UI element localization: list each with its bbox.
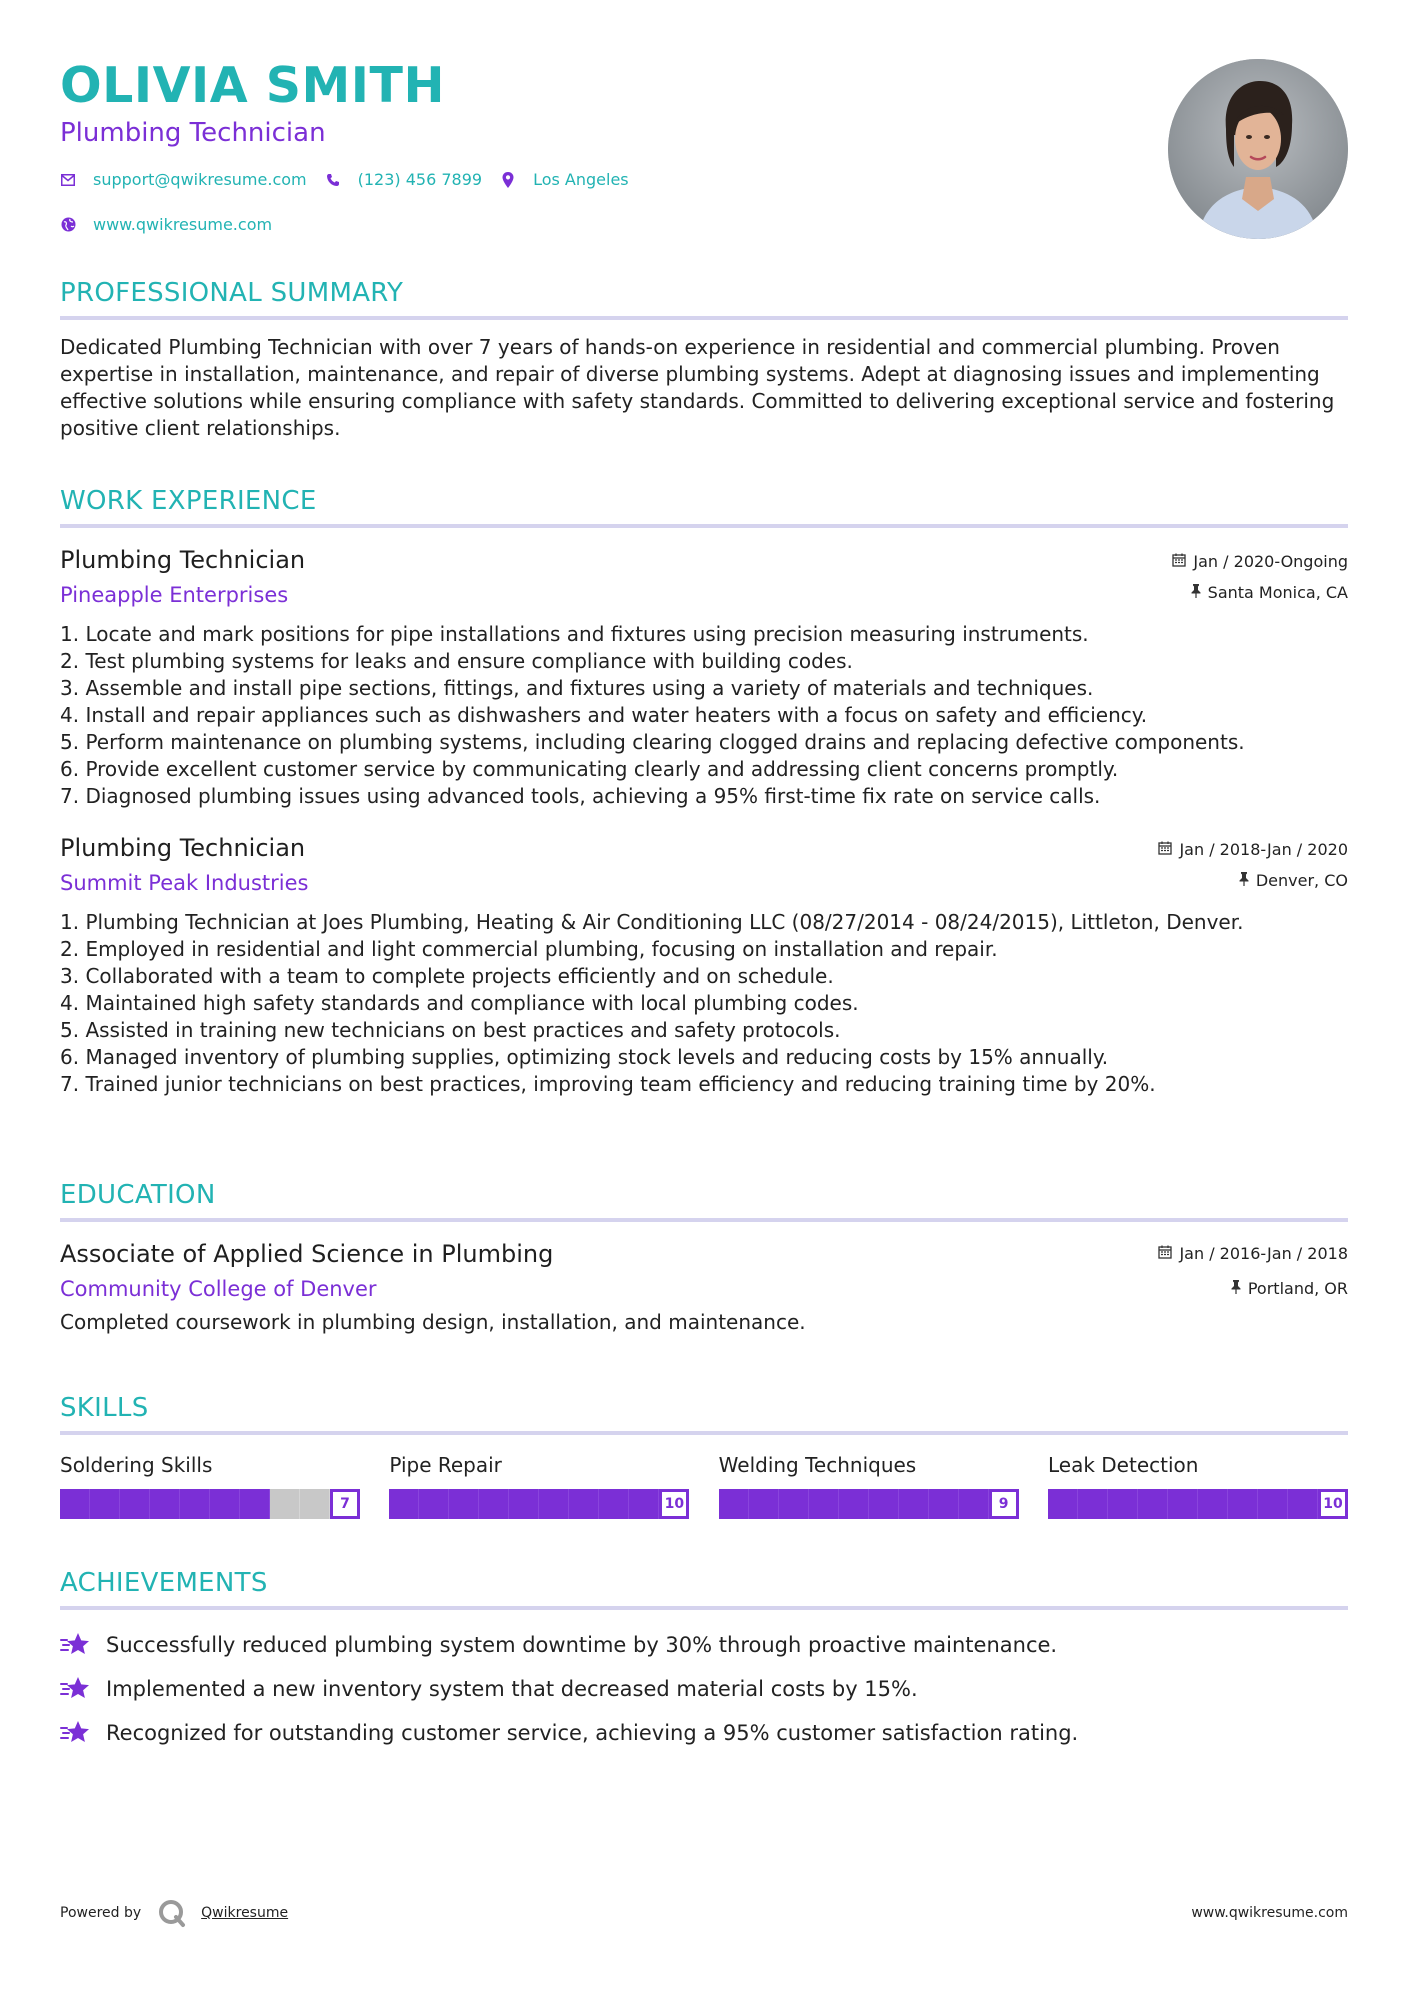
job-company: Summit Peak Industries bbox=[60, 871, 309, 895]
skill-segment-filled bbox=[599, 1489, 629, 1519]
skill-bar bbox=[389, 1489, 689, 1519]
skill-segment-filled bbox=[1168, 1489, 1198, 1519]
achievement-text: Successfully reduced plumbing system downtime by 30% through proactive maintenance. bbox=[106, 1633, 1058, 1657]
skill-segment-filled bbox=[210, 1489, 240, 1519]
summary-section bbox=[60, 278, 1348, 442]
contact-email[interactable] bbox=[60, 170, 307, 189]
skill-segment-filled bbox=[1198, 1489, 1228, 1519]
job-location-text: Denver, CO bbox=[1255, 871, 1348, 890]
skill-segment-filled bbox=[1108, 1489, 1138, 1519]
candidate-name: OLIVIA SMITH bbox=[60, 57, 445, 114]
skill-segment-filled bbox=[1138, 1489, 1168, 1519]
location-text: Los Angeles bbox=[533, 170, 629, 190]
skill-segment-filled bbox=[749, 1489, 779, 1519]
education-entry bbox=[60, 1240, 1348, 1336]
job-bullet: 2. Employed in residential and light commercial plumbing, focusing on installation and repair. bbox=[60, 937, 998, 961]
skill-level: 10 bbox=[1318, 1489, 1348, 1519]
contact-website[interactable] bbox=[60, 215, 272, 234]
skill-level: 9 bbox=[989, 1489, 1019, 1519]
skill-segment-filled bbox=[240, 1489, 270, 1519]
calendar-icon bbox=[1172, 553, 1186, 571]
skill-segment-filled bbox=[899, 1489, 929, 1519]
education-heading: EDUCATION bbox=[60, 1180, 1348, 1222]
job-title: Plumbing Technician bbox=[60, 546, 306, 574]
job-bullet: 7. Trained junior technicians on best practices, improving team efficiency and reducing training time by 20%. bbox=[60, 1072, 1156, 1096]
powered-by-label: Powered by bbox=[60, 1905, 142, 1921]
skill-segment-filled bbox=[1078, 1489, 1108, 1519]
education-description: Completed coursework in plumbing design, installation, and maintenance. bbox=[60, 1310, 806, 1334]
skill-bar bbox=[719, 1489, 1019, 1519]
job-meta bbox=[1172, 546, 1348, 602]
job-bullet: 4. Install and repair appliances such as dishwashers and water heaters with a focus on safety and efficiency. bbox=[60, 703, 1148, 727]
skill-segment-filled bbox=[389, 1489, 419, 1519]
education-location-text: Portland, OR bbox=[1247, 1279, 1348, 1298]
brand-link[interactable]: Qwikresume bbox=[201, 1905, 289, 1921]
degree-title: Associate of Applied Science in Plumbing bbox=[60, 1240, 554, 1268]
job-location bbox=[1158, 871, 1348, 890]
map-pin-icon bbox=[500, 172, 516, 188]
phone-text: (123) 456 7899 bbox=[357, 170, 483, 190]
job-entry bbox=[60, 546, 1348, 810]
achievement-text: Recognized for outstanding customer service, achieving a 95% customer satisfaction rating. bbox=[106, 1721, 1079, 1745]
skills-section bbox=[60, 1393, 1348, 1519]
experience-heading: WORK EXPERIENCE bbox=[60, 486, 1348, 528]
skill-segment-filled bbox=[839, 1489, 869, 1519]
skill-bar bbox=[60, 1489, 360, 1519]
job-header bbox=[60, 546, 1348, 607]
skill-segment-filled bbox=[869, 1489, 899, 1519]
skill-segment-filled bbox=[719, 1489, 749, 1519]
skill-segment-filled bbox=[779, 1489, 809, 1519]
skill-segment-filled bbox=[929, 1489, 959, 1519]
job-header bbox=[60, 834, 1348, 895]
skills-heading: SKILLS bbox=[60, 1393, 1348, 1435]
skill-name: Welding Techniques bbox=[718, 1453, 917, 1477]
job-dates bbox=[1172, 552, 1348, 571]
skill-segment-filled bbox=[809, 1489, 839, 1519]
phone-icon bbox=[325, 172, 341, 188]
skill-segment-filled bbox=[539, 1489, 569, 1519]
globe-icon bbox=[60, 217, 76, 233]
contact-location bbox=[500, 170, 629, 189]
job-company: Pineapple Enterprises bbox=[60, 583, 289, 607]
skill-segment-filled bbox=[959, 1489, 989, 1519]
skill-item bbox=[719, 1453, 1019, 1519]
summary-text: Dedicated Plumbing Technician with over 7 years of hands-on experience in residential and commercial plumbing. Proven expertise in installation, maintenance, and repair of diverse plumbing systems. Adept at diagnosing issues and implementing effective solutions while ensuring compliance with safety standards. Committed to delivering exceptional service and fostering positive client relationships. bbox=[60, 335, 1335, 440]
achievements-section bbox=[60, 1568, 1348, 1748]
job-bullet: 6. Provide excellent customer service by communicating clearly and addressing client concerns promptly. bbox=[60, 757, 1119, 781]
contact-phone[interactable] bbox=[325, 170, 482, 189]
achievement-item bbox=[60, 1630, 1348, 1660]
job-bullet: 7. Diagnosed plumbing issues using advanced tools, achieving a 95% first-time fix rate on service calls. bbox=[60, 784, 1101, 808]
education-header bbox=[60, 1240, 1348, 1301]
skill-segment-filled bbox=[150, 1489, 180, 1519]
job-bullet: 5. Perform maintenance on plumbing systems, including clearing clogged drains and replacing defective components. bbox=[60, 730, 1245, 754]
contact-row-2 bbox=[60, 215, 1060, 234]
job-bullet: 6. Managed inventory of plumbing supplies, optimizing stock levels and reducing costs by 15% annually. bbox=[60, 1045, 1109, 1069]
envelope-icon bbox=[60, 172, 76, 188]
job-bullets bbox=[60, 621, 1348, 810]
school-name: Community College of Denver bbox=[60, 1277, 377, 1301]
skill-name: Pipe Repair bbox=[389, 1453, 502, 1477]
star-icon bbox=[60, 1719, 92, 1747]
skill-segment-filled bbox=[449, 1489, 479, 1519]
job-title-block bbox=[60, 546, 305, 607]
skill-segment-filled bbox=[1048, 1489, 1078, 1519]
skill-segment-filled bbox=[479, 1489, 509, 1519]
candidate-title: Plumbing Technician bbox=[60, 118, 326, 149]
skill-item bbox=[389, 1453, 689, 1519]
pushpin-icon bbox=[1191, 584, 1201, 602]
job-location-text: Santa Monica, CA bbox=[1207, 583, 1348, 602]
job-title-block bbox=[60, 834, 308, 895]
job-dates bbox=[1158, 840, 1348, 859]
achievement-item bbox=[60, 1674, 1348, 1704]
summary-heading: PROFESSIONAL SUMMARY bbox=[60, 278, 1348, 320]
achievement-item bbox=[60, 1718, 1348, 1748]
star-icon bbox=[60, 1675, 92, 1703]
skills-list bbox=[60, 1453, 1348, 1519]
skill-bar bbox=[1048, 1489, 1348, 1519]
job-bullet: 4. Maintained high safety standards and compliance with local plumbing codes. bbox=[60, 991, 859, 1015]
education-dates bbox=[1158, 1244, 1348, 1263]
pushpin-icon bbox=[1239, 872, 1249, 890]
profile-photo bbox=[1168, 59, 1348, 239]
job-dates-text: Jan / 2018-Jan / 2020 bbox=[1179, 840, 1348, 859]
education-location bbox=[1158, 1279, 1348, 1298]
achievements-heading: ACHIEVEMENTS bbox=[60, 1568, 1348, 1610]
job-bullet: 1. Plumbing Technician at Joes Plumbing, Heating & Air Conditioning LLC (08/27/2014 - 08/24/2015), Littleton, Denver. bbox=[60, 910, 1244, 934]
skill-segment-empty bbox=[300, 1489, 330, 1519]
job-bullets bbox=[60, 909, 1348, 1098]
pushpin-icon bbox=[1231, 1280, 1241, 1298]
skill-segment-filled bbox=[180, 1489, 210, 1519]
skill-segment-filled bbox=[629, 1489, 659, 1519]
experience-section bbox=[60, 486, 1348, 1098]
skill-segment-filled bbox=[1288, 1489, 1318, 1519]
skill-segment-empty bbox=[270, 1489, 300, 1519]
education-dates-text: Jan / 2016-Jan / 2018 bbox=[1179, 1244, 1348, 1263]
email-text: support@qwikresume.com bbox=[93, 170, 307, 190]
skill-segment-filled bbox=[509, 1489, 539, 1519]
contact-row bbox=[60, 170, 1060, 189]
education-meta bbox=[1158, 1240, 1348, 1298]
footer-site-link[interactable]: www.qwikresume.com bbox=[1191, 1905, 1348, 1921]
skill-level: 7 bbox=[330, 1489, 360, 1519]
job-bullet: 2. Test plumbing systems for leaks and ensure compliance with building codes. bbox=[60, 649, 853, 673]
job-title: Plumbing Technician bbox=[60, 834, 306, 862]
job-meta bbox=[1158, 834, 1348, 890]
job-dates-text: Jan / 2020-Ongoing bbox=[1193, 552, 1348, 571]
job-entry bbox=[60, 834, 1348, 1098]
skill-item bbox=[60, 1453, 360, 1519]
job-bullet: 3. Collaborated with a team to complete projects efficiently and on schedule. bbox=[60, 964, 834, 988]
education-title-block bbox=[60, 1240, 553, 1301]
page-footer bbox=[60, 1898, 1348, 1928]
education-section bbox=[60, 1180, 1348, 1336]
skill-level: 10 bbox=[659, 1489, 689, 1519]
skill-segment-filled bbox=[90, 1489, 120, 1519]
resume-header bbox=[60, 58, 1060, 234]
qwikresume-logo-icon bbox=[157, 1898, 187, 1928]
job-bullet: 3. Assemble and install pipe sections, fittings, and fixtures using a variety of materials and techniques. bbox=[60, 676, 1094, 700]
skill-segment-filled bbox=[569, 1489, 599, 1519]
achievements-list bbox=[60, 1630, 1348, 1748]
skill-segment-filled bbox=[120, 1489, 150, 1519]
powered-by bbox=[60, 1898, 288, 1928]
calendar-icon bbox=[1158, 841, 1172, 859]
skill-item bbox=[1048, 1453, 1348, 1519]
skill-name: Leak Detection bbox=[1047, 1453, 1199, 1477]
website-text: www.qwikresume.com bbox=[93, 215, 273, 235]
job-bullet: 1. Locate and mark positions for pipe installations and fixtures using precision measuring instruments. bbox=[60, 622, 1089, 646]
star-icon bbox=[60, 1631, 92, 1659]
calendar-icon bbox=[1158, 1245, 1172, 1263]
skill-segment-filled bbox=[1228, 1489, 1258, 1519]
job-location bbox=[1172, 583, 1348, 602]
job-bullet: 5. Assisted in training new technicians on best practices and safety protocols. bbox=[60, 1018, 841, 1042]
skill-segment-filled bbox=[1258, 1489, 1288, 1519]
skill-name: Soldering Skills bbox=[60, 1453, 213, 1477]
skill-segment-filled bbox=[419, 1489, 449, 1519]
achievement-text: Implemented a new inventory system that decreased material costs by 15%. bbox=[106, 1677, 918, 1701]
skill-segment-filled bbox=[60, 1489, 90, 1519]
